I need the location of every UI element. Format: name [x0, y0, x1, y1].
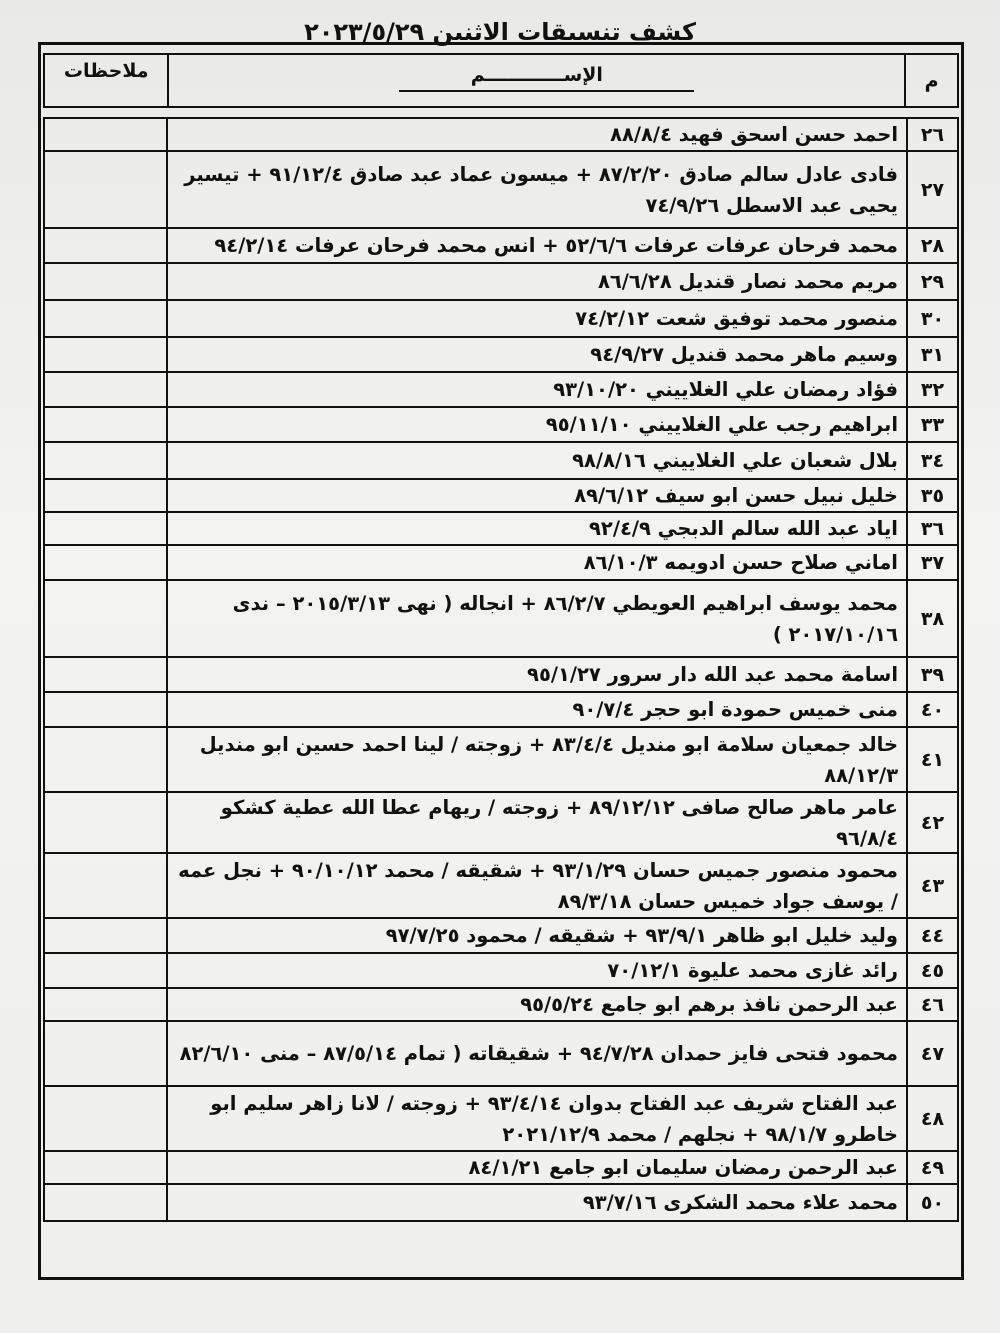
row-notes — [45, 1152, 166, 1183]
row-number: ٣٦ — [906, 513, 957, 544]
page-title: كشف تنسيقات الاثنين ٢٠٢٣/٥/٢٩ — [304, 18, 696, 46]
row-number: ٤٧ — [906, 1022, 957, 1085]
table-row — [45, 1152, 957, 1185]
table-row — [45, 1087, 957, 1152]
table-row — [45, 989, 957, 1022]
table-row — [45, 658, 957, 693]
row-name: محمود منصور جميس حسان ٩٣/١/٢٩ + شقيقه / محمد ٩٠/١٠/١٢ + نجل عمه / يوسف جواد خميس حسان ٨٩/٣/١٨ — [166, 854, 906, 917]
header-name-underline — [399, 90, 694, 92]
row-name: خالد جمعيان سلامة ابو منديل ٨٣/٤/٤ + زوجته / لينا احمد حسين ابو منديل ٨٨/١٢/٣ — [166, 728, 906, 791]
row-name: خليل نبيل حسن ابو سيف ٨٩/٦/١٢ — [166, 480, 906, 511]
row-notes — [45, 581, 166, 656]
table-row — [45, 693, 957, 728]
row-name: رائد غازى محمد عليوة ٧٠/١٢/١ — [166, 954, 906, 987]
table-header — [43, 53, 959, 108]
row-name: عبد الرحمن رمضان سليمان ابو جامع ٨٤/١/٢١ — [166, 1152, 906, 1183]
table-row — [45, 119, 957, 152]
table-row — [45, 854, 957, 919]
row-notes — [45, 693, 166, 726]
table-row — [45, 264, 957, 301]
row-notes — [45, 1022, 166, 1085]
header-notes — [45, 55, 167, 106]
row-number: ٤٨ — [906, 1087, 957, 1150]
row-number: ٥٠ — [906, 1185, 957, 1220]
table-row — [45, 793, 957, 854]
row-number: ٢٨ — [906, 229, 957, 262]
row-number: ٣٣ — [906, 408, 957, 441]
row-name: احمد حسن اسحق فهيد ٨٨/٨/٤ — [166, 119, 906, 150]
row-notes — [45, 954, 166, 987]
row-name: محمد يوسف ابراهيم العويطي ٨٦/٢/٧ + انجاله ( نهى ٢٠١٥/٣/١٣ – ندى ٢٠١٧/١٠/١٦ ) — [166, 581, 906, 656]
row-notes — [45, 989, 166, 1020]
row-notes — [45, 338, 166, 371]
header-notes-label: ملاحظات — [63, 59, 149, 82]
row-name: فادى عادل سالم صادق ٨٧/٢/٢٠ + ميسون عماد عبد صادق ٩١/١٢/٤ + تيسير يحيى عبد الاسطل ٧٤/٩/٢٦ — [166, 152, 906, 227]
header-name-label: الإســــــــــــم — [470, 63, 603, 86]
row-name: ابراهيم رجب علي الغلاييني ٩٥/١١/١٠ — [166, 408, 906, 441]
table-row — [45, 373, 957, 408]
row-name: اماني صلاح حسن ادويمه ٨٦/١٠/٣ — [166, 546, 906, 579]
table-row — [45, 581, 957, 658]
row-notes — [45, 793, 166, 852]
row-notes — [45, 919, 166, 952]
table-row — [45, 443, 957, 480]
table-row — [45, 513, 957, 546]
header-name — [167, 55, 904, 106]
row-number: ٤٣ — [906, 854, 957, 917]
row-number: ٤٥ — [906, 954, 957, 987]
row-number: ٤٩ — [906, 1152, 957, 1183]
names-table — [43, 117, 959, 1222]
table-row — [45, 301, 957, 338]
row-number: ٤٠ — [906, 693, 957, 726]
row-name: اياد عبد الله سالم الدبجي ٩٢/٤/٩ — [166, 513, 906, 544]
table-row — [45, 728, 957, 793]
table-row — [45, 338, 957, 373]
row-notes — [45, 229, 166, 262]
row-number: ٣٨ — [906, 581, 957, 656]
row-number: ٤٢ — [906, 793, 957, 852]
row-notes — [45, 301, 166, 336]
header-number-label: م — [924, 69, 939, 92]
header-number — [904, 55, 957, 106]
row-notes — [45, 658, 166, 691]
row-number: ٣٧ — [906, 546, 957, 579]
row-number: ٣٩ — [906, 658, 957, 691]
row-notes — [45, 443, 166, 478]
row-name: محمد علاء محمد الشكرى ٩٣/٧/١٦ — [166, 1185, 906, 1220]
row-notes — [45, 1087, 166, 1150]
row-notes — [45, 480, 166, 511]
table-row — [45, 1022, 957, 1087]
row-name: وسيم ماهر محمد قنديل ٩٤/٩/٢٧ — [166, 338, 906, 371]
row-name: منى خميس حمودة ابو حجر ٩٠/٧/٤ — [166, 693, 906, 726]
row-number: ٤٤ — [906, 919, 957, 952]
table-row — [45, 408, 957, 443]
table-row — [45, 954, 957, 989]
row-name: مريم محمد نصار قنديل ٨٦/٦/٢٨ — [166, 264, 906, 299]
row-name: بلال شعبان علي الغلاييني ٩٨/٨/١٦ — [166, 443, 906, 478]
row-notes — [45, 264, 166, 299]
row-notes — [45, 119, 166, 150]
row-number: ٣١ — [906, 338, 957, 371]
row-notes — [45, 1185, 166, 1220]
row-number: ٣٥ — [906, 480, 957, 511]
row-number: ٣٢ — [906, 373, 957, 406]
table-row — [45, 229, 957, 264]
table-row — [45, 546, 957, 581]
row-number: ٣٤ — [906, 443, 957, 478]
row-notes — [45, 152, 166, 227]
row-number: ٢٩ — [906, 264, 957, 299]
row-name: منصور محمد توفيق شعت ٧٤/٢/١٢ — [166, 301, 906, 336]
table-row — [45, 480, 957, 513]
row-number: ٢٦ — [906, 119, 957, 150]
row-name: عبد الفتاح شريف عبد الفتاح بدوان ٩٣/٤/١٤ + زوجته / لانا زاهر سليم ابو خاطرو ٩٨/١/٧ + نجلهم / محمد ٢٠٢١/١٢/٩ — [166, 1087, 906, 1150]
row-number: ٤١ — [906, 728, 957, 791]
row-name: محمود فتحى فايز حمدان ٩٤/٧/٢٨ + شقيقاته ( تمام ٨٧/٥/١٤ – منى ٨٢/٦/١٠ — [166, 1022, 906, 1085]
table-row — [45, 919, 957, 954]
row-number: ٣٠ — [906, 301, 957, 336]
row-name: عامر ماهر صالح صافى ٨٩/١٢/١٢ + زوجته / ريهام عطا الله عطية كشكو ٩٦/٨/٤ — [166, 793, 906, 852]
row-notes — [45, 408, 166, 441]
row-name: فؤاد رمضان علي الغلاييني ٩٣/١٠/٢٠ — [166, 373, 906, 406]
row-name: عبد الرحمن نافذ برهم ابو جامع ٩٥/٥/٢٤ — [166, 989, 906, 1020]
row-notes — [45, 854, 166, 917]
row-number: ٢٧ — [906, 152, 957, 227]
row-number: ٤٦ — [906, 989, 957, 1020]
row-notes — [45, 546, 166, 579]
row-name: محمد فرحان عرفات عرفات ٥٢/٦/٦ + انس محمد فرحان عرفات ٩٤/٢/١٤ — [166, 229, 906, 262]
row-name: وليد خليل ابو ظاهر ٩٣/٩/١ + شقيقه / محمود ٩٧/٧/٢٥ — [166, 919, 906, 952]
row-notes — [45, 513, 166, 544]
row-name: اسامة محمد عبد الله دار سرور ٩٥/١/٢٧ — [166, 658, 906, 691]
row-notes — [45, 373, 166, 406]
table-row — [45, 152, 957, 229]
table-row — [45, 1185, 957, 1220]
row-notes — [45, 728, 166, 791]
